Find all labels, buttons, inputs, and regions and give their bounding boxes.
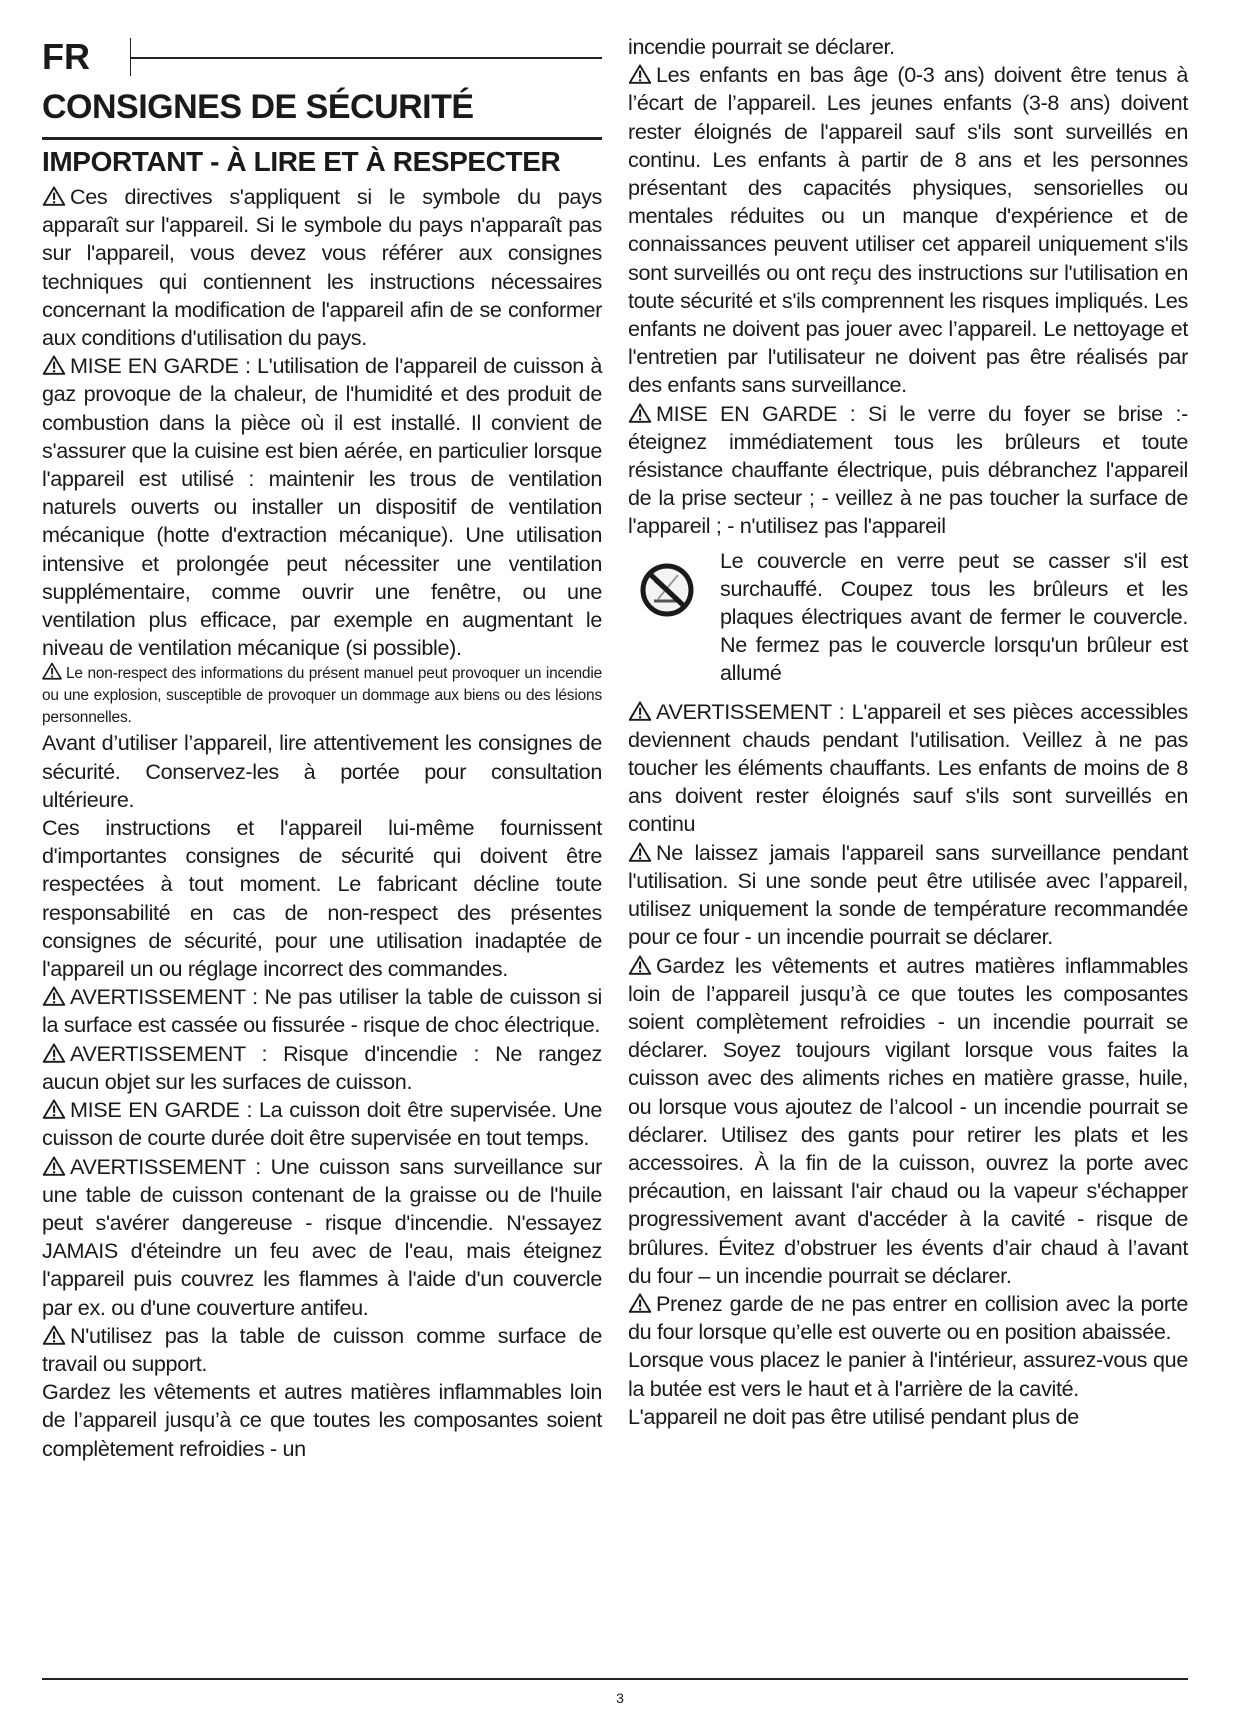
paragraph-text: AVERTISSEMENT : L'appareil et ses pièces accessibles deviennent chauds pendant l'utilisation. Veillez à ne pas toucher les éléments chauffants. Les enfants de moins de 8 ans doivent rester éloignés sauf s'ils sont surveillés en continu [628, 698, 1188, 837]
warning-icon [42, 1042, 66, 1062]
paragraph-text: Le non-respect des informations du présent manuel peut provoquer un incendie ou une explosion, susceptible de provoquer un dommage aux biens ou des lésions personnelles. [42, 665, 602, 727]
safety-paragraph [628, 1346, 1188, 1402]
safety-paragraph [42, 1040, 602, 1096]
warning-icon [628, 954, 652, 974]
paragraph-text: incendie pourrait se déclarer. [628, 34, 895, 59]
paragraph-text: N'utilisez pas la table de cuisson comme surface de travail ou support. [42, 1322, 602, 1376]
language-code: FR [42, 36, 90, 77]
safety-paragraph [42, 729, 602, 814]
paragraph-text: Avant d’utiliser l’appareil, lire attentivement les consignes de sécurité. Conservez-les à portée pour consultation ultérieure. [42, 730, 602, 812]
paragraph-text: MISE EN GARDE : La cuisson doit être supervisée. Une cuisson de courte durée doit être supervisée en tout temps. [42, 1097, 602, 1151]
header-rule [130, 57, 602, 59]
warning-icon [42, 1324, 66, 1344]
icon-paragraph [628, 547, 1188, 688]
paragraph-text: L'appareil ne doit pas être utilisé pendant plus de [628, 1403, 1079, 1429]
safety-paragraph [42, 1322, 602, 1378]
safety-paragraph [628, 1403, 1188, 1431]
safety-paragraph [42, 983, 602, 1039]
no-closing-lid-icon [636, 561, 698, 619]
warning-icon [42, 185, 66, 205]
page-number: 3 [616, 1690, 624, 1706]
paragraph-text: Lorsque vous placez le panier à l'intérieur, assurez-vous que la butée est vers le haut et à l'arrière de la cavité. [628, 1347, 1188, 1401]
safety-paragraph [628, 33, 1188, 61]
safety-paragraph [42, 1096, 602, 1152]
warning-icon [628, 1292, 652, 1312]
warning-icon [628, 402, 652, 422]
paragraph-text: MISE EN GARDE : L'utilisation de l'appareil de cuisson à gaz provoque de la chaleur, de l'humidité et des produit de combustion dans la pièce où il est installé. Il convient de s'assurer que la cuisine est bien aérée, en particulier lorsque l'appareil est utilisé : maintenir les trous de ventilation naturels ouverts ou installer un dispositif de ventilation mécanique (hotte d'extraction mécanique). Une utilisation intensive et prolongée peut nécessiter une ventilation supplémentaire, comme ouvrir une fenêtre, ou une ventilation plus efficace, par exemple en augmentant le niveau de ventilation mécanique (si possible). [42, 353, 602, 661]
paragraph-text: AVERTISSEMENT : Une cuisson sans surveillance sur une table de cuisson contenant de la graisse ou de l'huile peut s'avérer dangereuse - risque d'incendie. N'essayez JAMAIS d'éteindre un feu avec de l'eau, mais éteignez l'appareil puis couvrez les flammes à l'aide d'un couvercle par ex. ou d'une couverture antifeu. [42, 1153, 602, 1320]
paragraph-text: Les enfants en bas âge (0-3 ans) doivent être tenus à l’écart de l’appareil. Les jeunes enfants (3-8 ans) doivent rester éloignés de l'appareil sauf s'ils sont surveillés en continu. Les enfants à partir de 8 ans et les personnes présentant des capacités physiques, sensorielles ou mentales réduites ou un manque d'expérience et de connaissances peuvent utiliser cet appareil uniquement s'ils sont surveillés ou ont reçu des instructions sur l'utilisation en toute sécurité et s'ils comprennent les risques impliqués. Les enfants ne doivent pas jouer avec l’appareil. Le nettoyage et l'entretien par l'utilisateur ne doivent pas être réalisés par des enfants sans surveillance. [628, 62, 1188, 398]
safety-paragraph [42, 1378, 602, 1463]
paragraph-text: AVERTISSEMENT : Ne pas utiliser la table de cuisson si la surface est cassée ou fissurée - risque de choc électrique. [42, 984, 602, 1038]
right-column [628, 33, 1188, 1431]
paragraph-text: Gardez les vêtements et autres matières inflammables loin de l’appareil jusqu’à ce que toutes les composantes soient complètement refroidies - un [42, 1379, 602, 1461]
safety-paragraph [628, 839, 1188, 952]
safety-paragraph [628, 1290, 1188, 1346]
warning-icon [42, 662, 62, 680]
warning-icon [42, 1098, 66, 1118]
safety-paragraph [42, 352, 602, 662]
paragraph-text: Ces instructions et l'appareil lui-même fournissent d'importantes consignes de sécurité qui doivent être respectées à tout moment. Le fabricant décline toute responsabilité en cas de non-respect des présentes consignes de sécurité, pour une utilisation inadaptée de l'appareil un ou réglage incorrect des commandes. [42, 815, 602, 982]
section-subtitle: IMPORTANT - À LIRE ET À RESPECTER [42, 146, 561, 177]
paragraph-text: Ces directives s'appliquent si le symbole du pays apparaît sur l'appareil. Si le symbole du pays n'apparaît pas sur l'appareil, vous devez vous référer aux consignes techniques qui contiennent les instructions nécessaires concernant la modification de l'appareil afin de se conformer aux conditions d'utilisation du pays. [42, 184, 602, 351]
footer-rule [42, 1678, 1188, 1680]
safety-paragraph [42, 814, 602, 983]
warning-icon [42, 985, 66, 1005]
paragraph-text: Le couvercle en verre peut se casser s'il est surchauffé. Coupez tous les brûleurs et les plaques électriques avant de fermer le couvercle. Ne fermez pas le couvercle lorsqu'un brûleur est allumé [720, 547, 1188, 686]
warning-icon [628, 841, 652, 861]
left-column [42, 183, 602, 1463]
safety-paragraph [628, 952, 1188, 1290]
paragraph-text: MISE EN GARDE : Si le verre du foyer se brise :- éteignez immédiatement tous les brûleurs et toute résistance chauffante électrique, puis débranchez l'appareil de la prise secteur ; - veillez à ne pas toucher la surface de l'appareil ; - n'utilisez pas l'appareil [628, 400, 1188, 539]
warning-icon [42, 1155, 66, 1175]
paragraph-text: AVERTISSEMENT : Risque d'incendie : Ne rangez aucun objet sur les surfaces de cuisson. [42, 1040, 602, 1094]
warning-icon [628, 63, 652, 83]
paragraph-text: Gardez les vêtements et autres matières inflammables loin de l’appareil jusqu’à ce que toutes les composantes soient complètement refroidies - un incendie pourrait se déclarer. Soyez toujours vigilant lorsque vous faites la cuisson avec des aliments riches en matière grasse, huile, ou lorsque vous ajoutez de l’alcool - un incendie pourrait se déclarer. Utilisez des gants pour retirer les plats et les accessoires. À la fin de la cuisson, ouvrez la porte avec précaution, en laissant l'air chaud ou la vapeur s'échapper progressivement avant d'accéder à la cavité - risque de brûlures. Évitez d’obstruer les évents d’air chaud à l’avant du four – un incendie pourrait se déclarer. [628, 952, 1188, 1288]
safety-paragraph [42, 1153, 602, 1322]
safety-paragraph [628, 400, 1188, 541]
safety-paragraph [42, 183, 602, 352]
title-rule [42, 137, 602, 140]
safety-paragraph [42, 662, 602, 729]
safety-paragraph [628, 698, 1188, 839]
paragraph-text: Ne laissez jamais l'appareil sans surveillance pendant l'utilisation. Si une sonde peut être utilisée avec l’appareil, utilisez uniquement la sonde de température recommandée pour ce four - un incendie pourrait se déclarer. [628, 839, 1188, 950]
warning-icon [42, 354, 66, 374]
warning-icon [628, 700, 652, 720]
page-title: CONSIGNES DE SÉCURITÉ [42, 88, 474, 126]
safety-paragraph [628, 61, 1188, 399]
paragraph-text: Prenez garde de ne pas entrer en collision avec la porte du four lorsque qu’elle est ouverte ou en position abaissée. [628, 1290, 1188, 1345]
